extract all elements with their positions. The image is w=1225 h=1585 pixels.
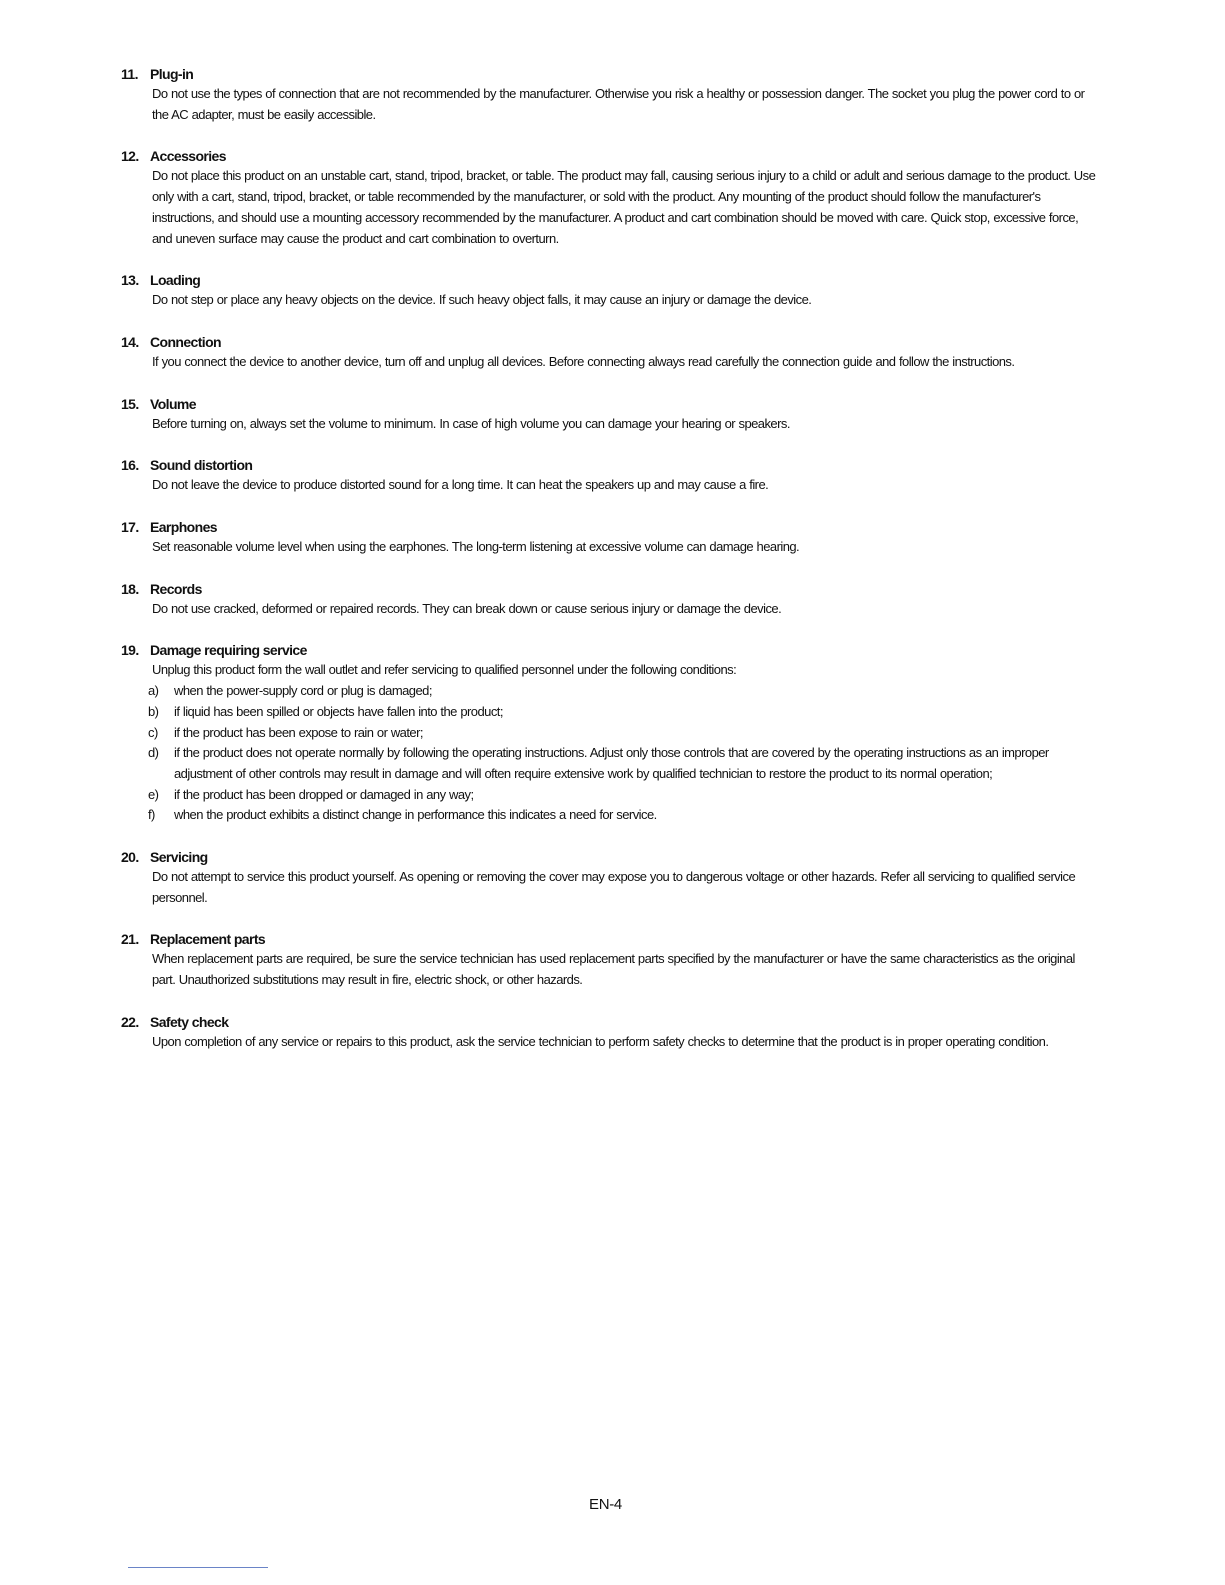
section-number: 17.: [121, 519, 139, 536]
section-number: 21.: [121, 931, 139, 948]
list-item-text: if the product has been dropped or damaged in any way;: [174, 786, 474, 802]
list-item-text: if the product has been expose to rain or water;: [174, 724, 423, 740]
section-text: Do not use cracked, deformed or repaired records. They can break down or cause serious injury or damage the device.: [152, 600, 782, 616]
list-item-text: if the product does not operate normally by following the operating instructions. Adjust only those controls that are covered by the operating instructions as an improper adjustment of other controls may result in damage and will often require extensive work by qualified technician to restore the product to its normal operation;: [174, 745, 1049, 781]
section-earphones: [121, 517, 1091, 558]
list-item-text: when the product exhibits a distinct change in performance this indicates a need for service.: [174, 807, 657, 823]
section-title: Volume: [150, 395, 196, 412]
section-title: Loading: [150, 272, 201, 289]
footnote-rule: [128, 1567, 268, 1568]
section-text: If you connect the device to another device, turn off and unplug all devices. Before connecting always read carefully the connection guide and follow the instructions.: [152, 353, 1015, 369]
section-title: Accessories: [150, 148, 226, 165]
section-title: Plug-in: [150, 66, 194, 82]
section-number: 13.: [121, 272, 139, 289]
section-sound-distortion: [121, 455, 1091, 496]
section-number: 14.: [121, 333, 139, 350]
section-replacement-parts: [121, 929, 1091, 990]
list-marker: c): [148, 724, 158, 740]
list-item-text: when the power-supply cord or plug is damaged;: [174, 683, 432, 699]
section-records: [121, 579, 1091, 620]
section-text: When replacement parts are required, be sure the service technician has used replacement parts specified by the manufacturer or have the same characteristics as the original part. Unauthorized substitutions may result in fire, electric shock, or other hazards.: [152, 951, 1075, 988]
list-item: [148, 743, 1098, 784]
list-item: [148, 785, 1098, 806]
section-text: Do not place this product on an unstable cart, stand, tripod, bracket, or table. The product may fall, causing serious injury to a child or adult and serious damage to the product. Use only with a cart, stand, tripod, bracket, or table recommended by the manufacturer, or sold with the product. Any mounting of the product should follow the manufacturer's instructions, and should use a mounting accessory recommended by the manufacturer. A product and cart combination should be moved with care. Quick stop, excessive force, and uneven surface may cause the product and cart combination to overturn.: [152, 168, 1096, 246]
conditions-list: [148, 681, 1098, 826]
section-heading: [121, 332, 1091, 352]
section-text: Do not attempt to service this product yourself. As opening or removing the cover may expose you to dangerous voltage or other hazards. Refer all servicing to qualified service personnel.: [152, 869, 1076, 905]
section-connection: [121, 332, 1091, 373]
section-number: 15.: [121, 395, 139, 412]
list-item: [148, 805, 1098, 826]
section-title: Safety check: [150, 1013, 229, 1030]
section-heading: [121, 270, 1091, 290]
section-title: Sound distortion: [150, 457, 253, 474]
section-servicing: [121, 847, 1091, 908]
section-title: Damage requiring service: [150, 642, 307, 659]
section-number: 22.: [121, 1013, 139, 1030]
list-marker: f): [148, 807, 155, 823]
section-text: Do not step or place any heavy objects on the device. If such heavy object falls, it may cause an injury or damage the device.: [152, 292, 812, 308]
section-heading: [121, 1012, 1091, 1032]
section-title: Records: [150, 580, 202, 597]
list-item: [148, 723, 1098, 744]
list-item: [148, 702, 1098, 723]
section-heading: [121, 929, 1091, 949]
section-number: 19.: [121, 642, 139, 659]
section-heading: [121, 64, 1091, 84]
section-heading: [121, 579, 1091, 599]
section-title: Connection: [150, 333, 221, 350]
section-text: Upon completion of any service or repairs to this product, ask the service technician to perform safety checks to determine that the product is in proper operating condition.: [152, 1033, 1049, 1049]
list-marker: e): [148, 786, 159, 802]
section-number: 12.: [121, 148, 139, 165]
section-accessories: [121, 146, 1096, 249]
list-item: [148, 681, 1098, 702]
section-heading: [121, 640, 1091, 660]
section-volume: [121, 394, 1091, 435]
section-heading: [121, 394, 1091, 414]
section-number: 20.: [121, 849, 139, 866]
page-number: EN-4: [589, 1496, 622, 1513]
section-text: Unplug this product form the wall outlet and refer servicing to qualified personnel under the following conditions:: [152, 662, 737, 678]
list-marker: a): [148, 683, 159, 699]
section-safety-check: [121, 1012, 1091, 1053]
section-heading: [121, 847, 1091, 867]
section-text: Set reasonable volume level when using the earphones. The long-term listening at excessive volume can damage hearing.: [152, 539, 800, 555]
list-item-text: if liquid has been spilled or objects have fallen into the product;: [174, 703, 503, 719]
section-heading: [121, 455, 1091, 475]
section-number: 16.: [121, 457, 139, 474]
section-plug-in: [121, 64, 1091, 125]
section-damage-requiring-service: [121, 640, 1091, 826]
section-text: Do not leave the device to produce distorted sound for a long time. It can heat the speakers up and may cause a fire.: [152, 477, 769, 493]
section-number: 18.: [121, 580, 139, 597]
section-text: Before turning on, always set the volume to minimum. In case of high volume you can damage your hearing or speakers.: [152, 415, 790, 431]
section-title: Replacement parts: [150, 931, 266, 948]
section-heading: [121, 146, 1091, 166]
list-marker: d): [148, 745, 159, 761]
section-number: 11.: [121, 66, 138, 82]
section-text: Do not use the types of connection that are not recommended by the manufacturer. Otherwise you risk a healthy or possession danger. The socket you plug the power cord to or the AC adapter, must be easily accessible.: [152, 86, 1085, 122]
section-title: Servicing: [150, 849, 208, 866]
section-loading: [121, 270, 1091, 311]
section-heading: [121, 517, 1091, 537]
safety-instructions: [121, 64, 1096, 1074]
section-title: Earphones: [150, 519, 217, 536]
list-marker: b): [148, 703, 159, 719]
